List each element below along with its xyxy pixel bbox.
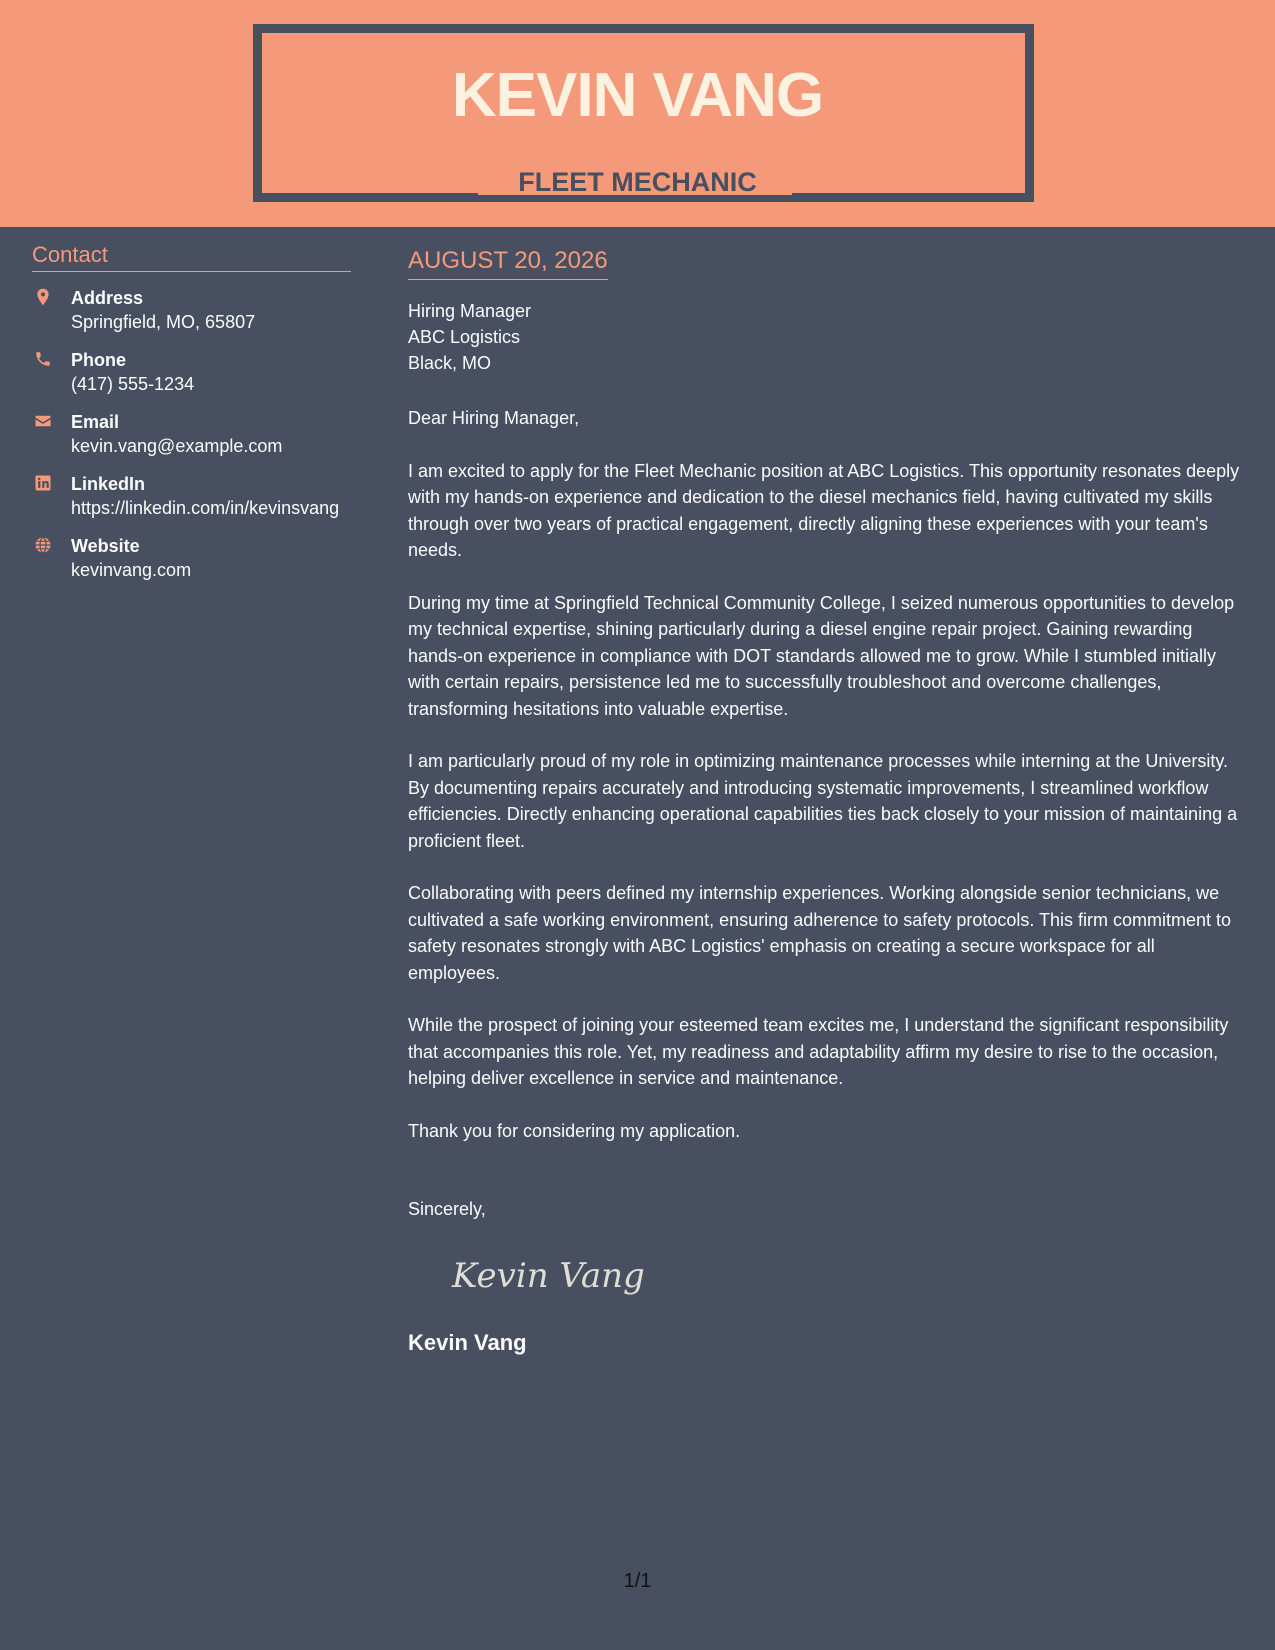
contact-value: kevin.vang@example.com — [71, 436, 283, 456]
contact-value: Springfield, MO, 65807 — [71, 312, 256, 332]
recipient-line: Hiring Manager — [408, 301, 532, 321]
phone-icon — [34, 350, 52, 368]
closing: Sincerely, — [408, 1199, 486, 1219]
applicant-name: KEVIN VANG — [451, 61, 824, 130]
contact-item-phone — [32, 348, 351, 396]
contact-label: Phone — [71, 350, 127, 370]
contact-item-website — [32, 534, 351, 582]
letter-paragraph: I am particularly proud of my role in optimizing maintenance processes while interning at the University. By documenting repairs accurately and introducing systematic improvements, I streamlined workflow efficiencies. Directly enhancing operational capabilities ties back closely to your mission of maintaining a proficient fleet. — [408, 751, 1238, 851]
salutation: Dear Hiring Manager, — [408, 408, 580, 428]
signature-text: Kevin Vang — [452, 1255, 645, 1296]
contact-value[interactable]: kevinvang.com — [71, 560, 192, 580]
globe-icon — [34, 536, 52, 554]
header-banner — [0, 0, 1275, 227]
letter-paragraph: During my time at Springfield Technical Community College, I seized numerous opportunities to develop my technical expertise, shining particularly during a diesel engine repair project. Gaining rewarding hands-on experience in compliance with DOT standards allowed me to grow. While I stumbled initially with certain repairs, persistence led me to successfully troubleshoot and overcome challenges, transforming hesitations into valuable expertise. — [408, 592, 1235, 719]
contact-label: Address — [71, 288, 144, 308]
handwritten-signature — [448, 1245, 648, 1305]
contact-item-linkedin — [32, 472, 351, 520]
recipient-block — [408, 298, 1248, 376]
contact-value[interactable]: https://linkedin.com/in/kevinsvang — [71, 498, 340, 518]
letter-paragraph: I am excited to apply for the Fleet Mechanic position at ABC Logistics. This opportunity resonates deeply with my hands-on experience and dedication to the diesel mechanics field, having cultivated my skills through over two years of practical engagement, directly aligning these experiences with your team's needs. — [408, 460, 1240, 560]
letter-paragraph: Thank you for considering my application. — [408, 1120, 741, 1141]
contact-sidebar — [32, 242, 351, 596]
letter-date: AUGUST 20, 2026 — [408, 245, 608, 280]
letter-body — [408, 245, 1248, 1357]
contact-item-email — [32, 410, 351, 458]
map-pin-icon — [34, 288, 52, 306]
sender-name: Kevin Vang — [408, 1330, 527, 1355]
page-number: 1/1 — [623, 1570, 652, 1592]
contact-item-address — [32, 286, 351, 334]
recipient-line: Black, MO — [408, 353, 492, 373]
contact-label: LinkedIn — [71, 474, 146, 494]
envelope-icon — [34, 412, 52, 430]
linkedin-icon — [34, 474, 52, 492]
contact-label: Email — [71, 412, 120, 432]
letter-paragraph: While the prospect of joining your esteemed team excites me, I understand the significant responsibility that accompanies this role. Yet, my readiness and adaptability affirm my desire to rise to the occasion, helping deliver excellence in service and maintenance. — [408, 1015, 1229, 1088]
contact-heading: Contact — [32, 242, 351, 272]
letter-paragraph: Collaborating with peers defined my internship experiences. Working alongside senior technicians, we cultivated a safe working environment, ensuring adherence to safety protocols. This firm commitment to safety resonates strongly with ABC Logistics' emphasis on creating a secure workspace for all employees. — [408, 883, 1232, 983]
contact-value: (417) 555-1234 — [71, 374, 195, 394]
job-title: FLEET MECHANIC — [518, 167, 757, 197]
contact-label: Website — [71, 536, 140, 556]
recipient-line: ABC Logistics — [408, 327, 521, 347]
